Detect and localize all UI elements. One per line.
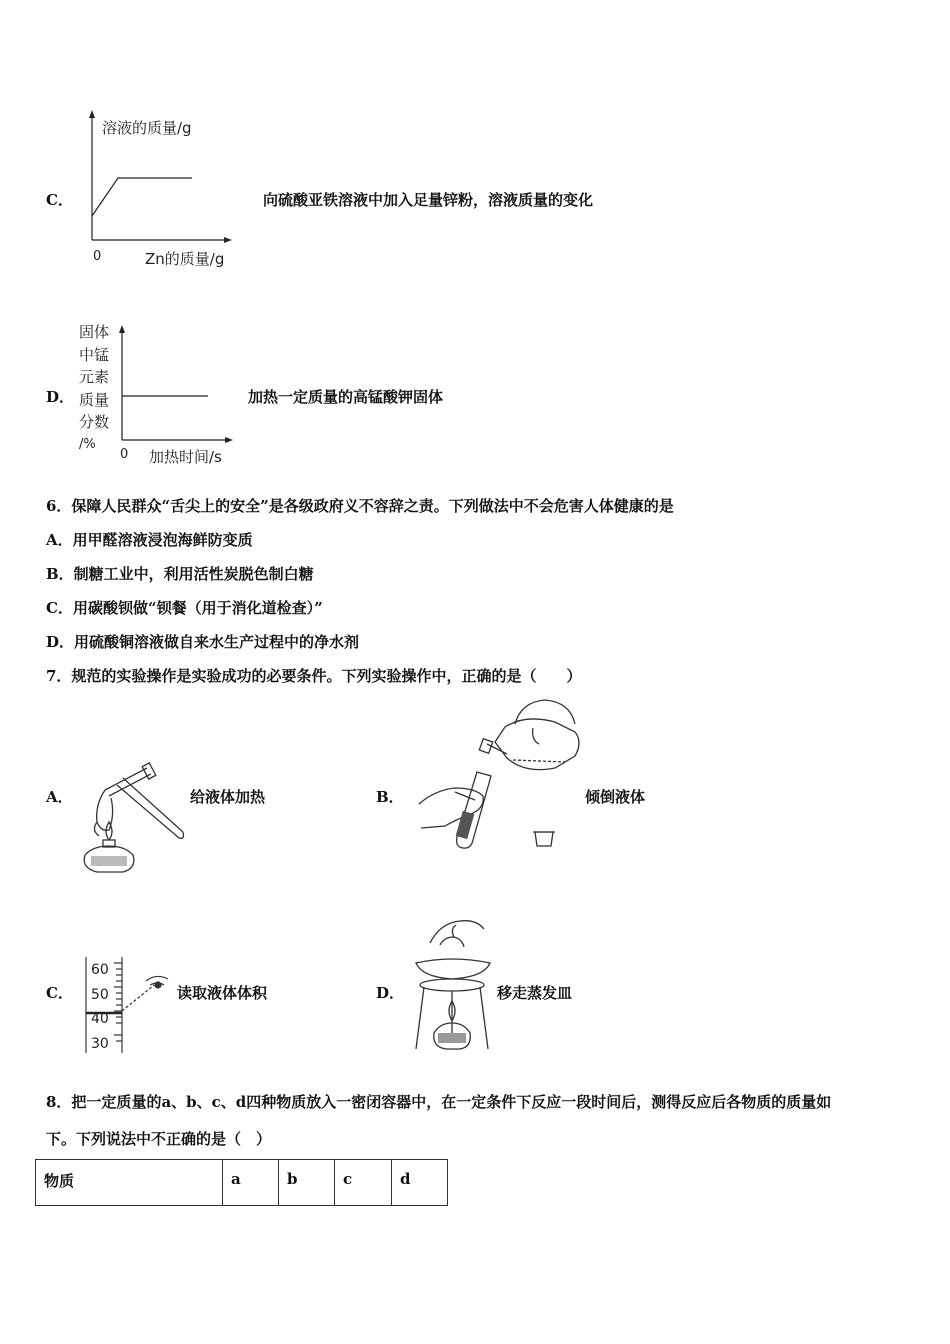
table-header-d: d [392,1160,448,1206]
q7-option-b-caption: 倾倒液体 [585,788,646,806]
question-6-option-b: B．制糖工业中，利用活性炭脱色制白糖 [46,565,314,583]
cylinder-scale [91,958,109,1056]
question-6-option-c: C．用碳酸钡做“钡餐（用于消化道检查）” [46,599,323,617]
scale-tick-label: 30 [91,1035,109,1052]
heating-liquid-illustration [75,760,195,880]
table-header-b: b [279,1160,335,1206]
question-6-option-a: A．用甲醛溶液浸泡海鲜防变质 [46,531,253,549]
table-header-a: a [223,1160,279,1206]
substance-table [35,1159,448,1206]
question-6-stem: 6．保障人民群众“舌尖上的安全”是各级政府义不容辞之责。下列做法中不会危害人体健康的是 [46,497,674,515]
option-c-description: 向硫酸亚铁溶液中加入足量锌粉，溶液质量的变化 [263,191,594,209]
option-c-x-axis-label: Zn的质量/g [145,250,225,268]
question-6-option-d: D．用硫酸铜溶液做自来水生产过程中的净水剂 [46,633,360,651]
q7-option-a-label: A． [46,788,73,806]
scale-tick-label: 60 [91,962,109,978]
option-c-label: C． [46,191,73,209]
option-c-origin: 0 [93,249,102,264]
y-label-line: 元素 [79,368,110,386]
q7-option-d-label: D． [376,984,405,1002]
scale-tick-label: 40 [91,1011,109,1027]
option-d-origin: 0 [120,447,129,462]
table-header-c: c [335,1160,392,1206]
question-7-stem: 7．规范的实验操作是实验成功的必要条件。下列实验操作中，正确的是（ ） [46,667,582,685]
q7-option-b-label: B． [376,788,404,806]
option-d-x-axis-label: 加热时间/s [149,448,222,466]
y-label-line: 固体 [79,323,110,341]
scale-tick-label: 50 [91,986,109,1003]
pouring-liquid-illustration [415,692,595,862]
option-c-y-axis-label: 溶液的质量/g [102,119,192,137]
y-label-line: 分数 [79,413,110,431]
question-8-stem-line1: 8．把一定质量的a、b、c、d四种物质放入一密闭容器中，在一定条件下反应一段时间后，测得反应后各物质的质量如 [46,1093,832,1111]
question-8-stem-line2: 下。下列说法中不正确的是（ ） [46,1130,272,1148]
table-header-substance: 物质 [36,1160,223,1206]
table-row [36,1160,448,1206]
q7-option-c-caption: 读取液体体积 [177,984,268,1002]
q7-option-d-caption: 移走蒸发皿 [497,984,573,1002]
q7-option-a-caption: 给液体加热 [190,788,266,806]
y-label-line: /% [79,436,96,452]
y-label-line: 质量 [79,390,110,409]
evaporating-dish-illustration [410,915,495,1055]
q7-option-c-label: C． [46,984,73,1002]
y-axis-arrow [119,325,125,333]
option-d-label: D． [46,388,75,406]
option-d-y-axis-label [79,321,109,456]
y-label-line: 中锰 [79,345,110,364]
x-axis-arrow [225,437,233,443]
option-d-description: 加热一定质量的高锰酸钾固体 [248,388,444,406]
option-d-graph [0,0,950,480]
